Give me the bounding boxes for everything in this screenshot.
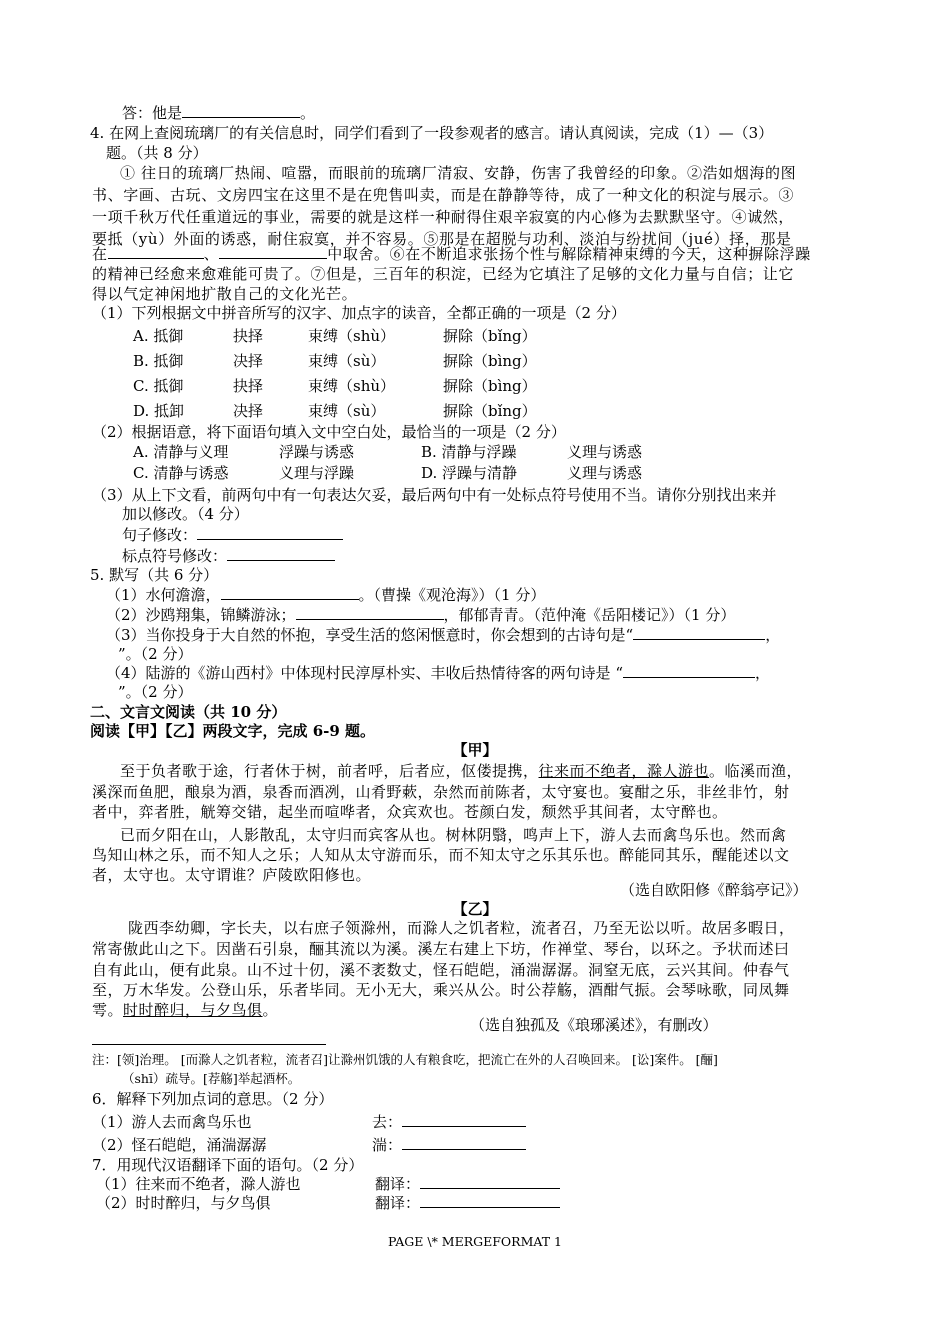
- passage-line: ① 往日的琉璃厂热闹、喧嚣，而眼前的琉璃厂清寂、安静，伤害了我曾经的印象。②浩如烟海的图: [120, 164, 797, 182]
- q5-item-3-end: ”。（2 分）: [118, 645, 193, 663]
- underlined-sentence: 往来而不绝者，滁人游也: [538, 762, 710, 780]
- q7-item-2: （2）时时醉归，与夕鸟俱: [96, 1194, 271, 1212]
- q6-title: 6．解释下列加点词的意思。（2 分）: [92, 1090, 334, 1108]
- footnote: 注：[领]治理。 [而滁人之饥者粒，流者召]让滁州饥饿的人有粮食吃，把流亡在外的人召唤回来。 [讼]案件。 [酾]: [92, 1052, 718, 1067]
- jia-line: 者中，弈者胜，觥筹交错，起坐而喧哗者，众宾欢也。苍颜白发，颓然乎其间者，太守醉也。: [92, 803, 728, 821]
- passage-line: 书、字画、古玩、文房四宝在这里不是在兜售叫卖，而是在静静等待，成了一种文化的积淀与展示。③: [92, 186, 795, 204]
- q6-item-1: （1）游人去而禽鸟乐也: [92, 1113, 252, 1131]
- q7-answer-2[interactable]: 翻译：: [375, 1193, 560, 1213]
- q7-title: 7．用现代汉语翻译下面的语句。（2 分）: [92, 1156, 364, 1174]
- jia-line: 鸟知山林之乐，而不知人之乐；人知从太守游而乐，而不知太守之乐其乐也。醉能同其乐，醒能述以文: [92, 846, 790, 864]
- jia-line: 已而夕阳在山，人影散乱，太守归而宾客从也。树林阴翳，鸣声上下，游人去而禽鸟乐也。然而禽: [120, 826, 787, 844]
- q5-item-4[interactable]: （4）陆游的《游山西村》中体现村民淳厚朴实、丰收后热情待客的两句诗是 “ ，: [106, 664, 770, 682]
- passage-line: 要抵（yù）外面的诱惑，耐住寂寞，并不容易。⑤那是在超脱与功利、淡泊与纷扰间（jué）择，那是: [92, 230, 792, 248]
- yi-line: 至，万木华发。公登山乐，乐者毕同。无小无大，乘兴从公。时公荐觞，酒酣气振。会琴咏歌，同凤舞: [92, 981, 790, 999]
- q4-stem: 4. 在网上查阅琉璃厂的有关信息时，同学们看到了一段参观者的感言。请认真阅读，完成（1）—（3）: [90, 124, 774, 142]
- q4-sub1: （1）下列根据文中拼音所写的汉字、加点字的读音，全都正确的一项是（2 分）: [92, 304, 626, 322]
- q5-item-2[interactable]: （2）沙鸥翔集，锦鳞游泳； ，郁郁青青。（范仲淹《岳阳楼记》）（1 分）: [106, 606, 736, 624]
- footnote-2: （shī）疏导。[荐觞]举起酒杯。: [122, 1071, 301, 1086]
- q4-sub3: （3）从上下文看，前两句中有一句表达欠妥，最后两句中有一处标点符号使用不当。请你分别找出来并: [92, 486, 777, 504]
- reading-instruction: 阅读【甲】【乙】两段文字，完成 6-9 题。: [90, 722, 376, 740]
- q7-item-1: （1）往来而不绝者，滁人游也: [96, 1175, 301, 1193]
- q7-answer-1[interactable]: 翻译：: [375, 1174, 560, 1194]
- q4-sub2: （2）根据语意，将下面语句填入文中空白处，最恰当的一项是（2 分）: [92, 423, 566, 441]
- sentence-fix-field[interactable]: 句子修改：: [122, 525, 343, 545]
- q5-item-1[interactable]: （1）水何澹澹， 。（曹操《观沧海》）（1 分）: [106, 586, 546, 604]
- answer-line: 答：他是 。: [122, 104, 316, 122]
- q5-item-4-end: ”。（2 分）: [118, 683, 193, 701]
- q6-item-2: （2）怪石皑皑，涌湍潺潺: [92, 1136, 267, 1154]
- section-title: 二、文言文阅读（共 10 分）: [90, 703, 287, 721]
- passage-line-blanks: 在 、 中取舍。⑥在不断追求张扬个性与解除精神束缚的今天，这种摒除浮躁: [92, 245, 811, 263]
- jia-line: 者，太守也。太守谓谁？庐陵欧阳修也。: [92, 866, 372, 884]
- footnote-divider: [92, 1044, 326, 1045]
- yi-line: 常寄傲此山之下。因凿石引泉，酾其流以为溪。溪左右建上下坊，作禅堂、琴台，以环之。予状而述曰: [92, 940, 790, 958]
- punct-fix-field[interactable]: 标点符号修改：: [122, 546, 335, 566]
- yi-title: 【乙】: [452, 900, 498, 918]
- jia-line: 至于负者歌于途，行者休于树，前者呼，后者应，伛偻提携，往来而不绝者，滁人游也。临溪而渔，: [120, 762, 803, 780]
- page-footer: PAGE \* MERGEFORMAT 1: [388, 1234, 562, 1249]
- q6-answer-1[interactable]: 去：: [372, 1112, 526, 1132]
- passage-line: 的精神已经愈来愈难能可贵了。⑦但是，三百年的积淀，已经为它填注了足够的文化力量与自信；让它: [92, 265, 795, 283]
- underlined-sentence: 时时醉归，与夕鸟俱: [123, 1001, 263, 1019]
- passage-line: 一项千秋万代任重道远的事业，需要的就是这样一种耐得住艰辛寂寞的内心修为去默默坚守。④诚然，: [92, 208, 795, 226]
- yi-line: 陇西李幼卿，字长夫，以右庶子领滁州，而滁人之饥者粒，流者召，乃至无讼以听。故居多暇日，: [128, 919, 795, 937]
- jia-title: 【甲】: [452, 741, 498, 759]
- jia-line: 溪深而鱼肥，酿泉为酒，泉香而酒冽，山肴野蔌，杂然而前陈者，太守宴也。宴酣之乐，非丝非竹，射: [92, 783, 790, 801]
- jia-source: （选自欧阳修《醉翁亭记》）: [620, 881, 808, 899]
- yi-line: 雩。时时醉归，与夕鸟俱。: [92, 1001, 279, 1019]
- yi-line: 自有此山，便有此泉。山不过十仞，溪不袤数丈，怪石皑皑，涌湍潺潺。洞窒无底，云兴其间。仲春气: [92, 961, 790, 979]
- q6-answer-2[interactable]: 湍：: [372, 1135, 526, 1155]
- passage-line: 得以气定神闲地扩散自己的文化光芒。: [92, 285, 358, 303]
- q5-item-3[interactable]: （3）当你投身于大自然的怀抱，享受生活的悠闲惬意时，你会想到的古诗句是“ ，: [106, 626, 781, 644]
- q4-stem-2: 题。（共 8 分）: [106, 144, 208, 162]
- q4-sub3-2: 加以修改。（4 分）: [122, 505, 249, 523]
- yi-source: （选自独孤及《琅琊溪述》，有删改）: [470, 1016, 718, 1034]
- q5-title: 5. 默写（共 6 分）: [90, 566, 219, 584]
